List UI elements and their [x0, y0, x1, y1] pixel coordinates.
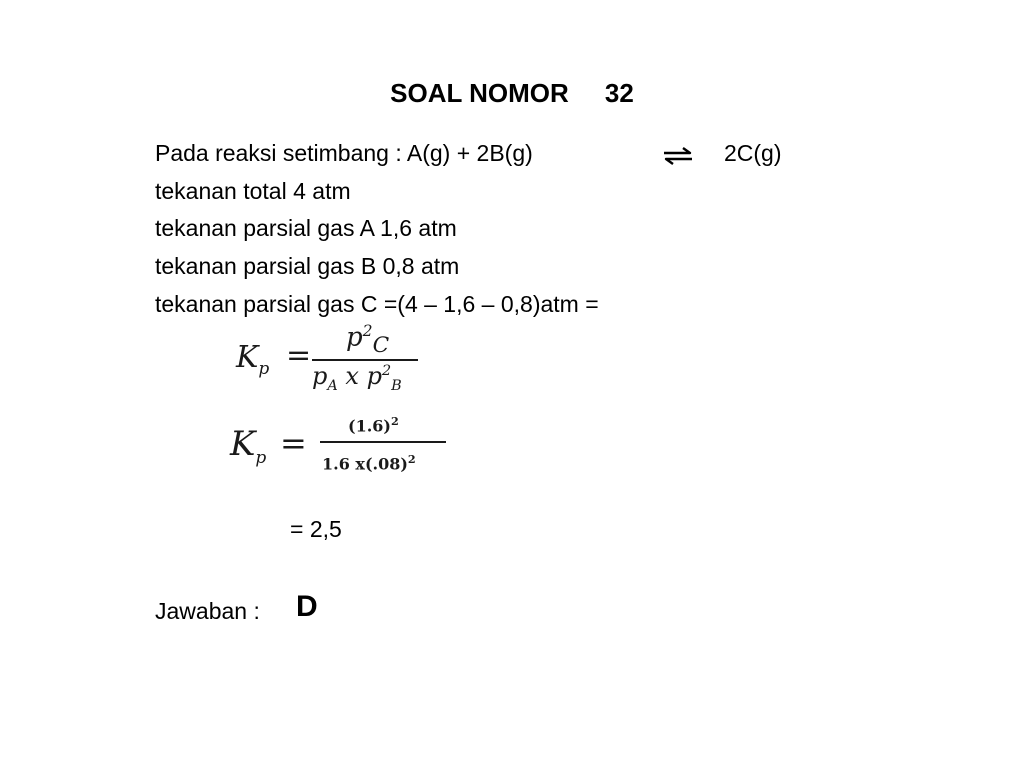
formula-numerator: $(1.6)^2$	[348, 414, 399, 436]
partial-pressure-b-line: tekanan parsial gas B 0,8 atm	[155, 253, 460, 279]
slide-title: SOAL NOMOR 32	[390, 78, 634, 108]
equals-sign: =	[280, 424, 307, 462]
result-value: = 2,5	[290, 516, 342, 542]
formula-denominator: 1.6 $x(.08)^2$	[322, 452, 416, 474]
answer-label: Jawaban :	[155, 598, 260, 624]
answer-value: D	[296, 590, 318, 623]
partial-pressure-c-line: tekanan parsial gas C =(4 – 1,6 – 0,8)atm =	[155, 291, 599, 317]
kp-symbol: $K_p$	[236, 340, 270, 379]
formula-denominator: $p_A$ x $p^2_B$	[312, 362, 402, 394]
fraction-bar	[312, 359, 418, 361]
formula-numerator: $p^2_C$	[346, 322, 390, 358]
equals-sign: =	[286, 338, 312, 373]
reaction-product: 2C(g)	[724, 140, 782, 166]
equilibrium-arrows-icon	[662, 147, 694, 165]
total-pressure-line: tekanan total 4 atm	[155, 178, 351, 204]
reaction-intro: Pada reaksi setimbang : A(g) + 2B(g)	[155, 140, 533, 166]
partial-pressure-a-line: tekanan parsial gas A 1,6 atm	[155, 215, 457, 241]
fraction-bar	[320, 441, 446, 443]
kp-symbol: $K_p$	[230, 424, 267, 468]
